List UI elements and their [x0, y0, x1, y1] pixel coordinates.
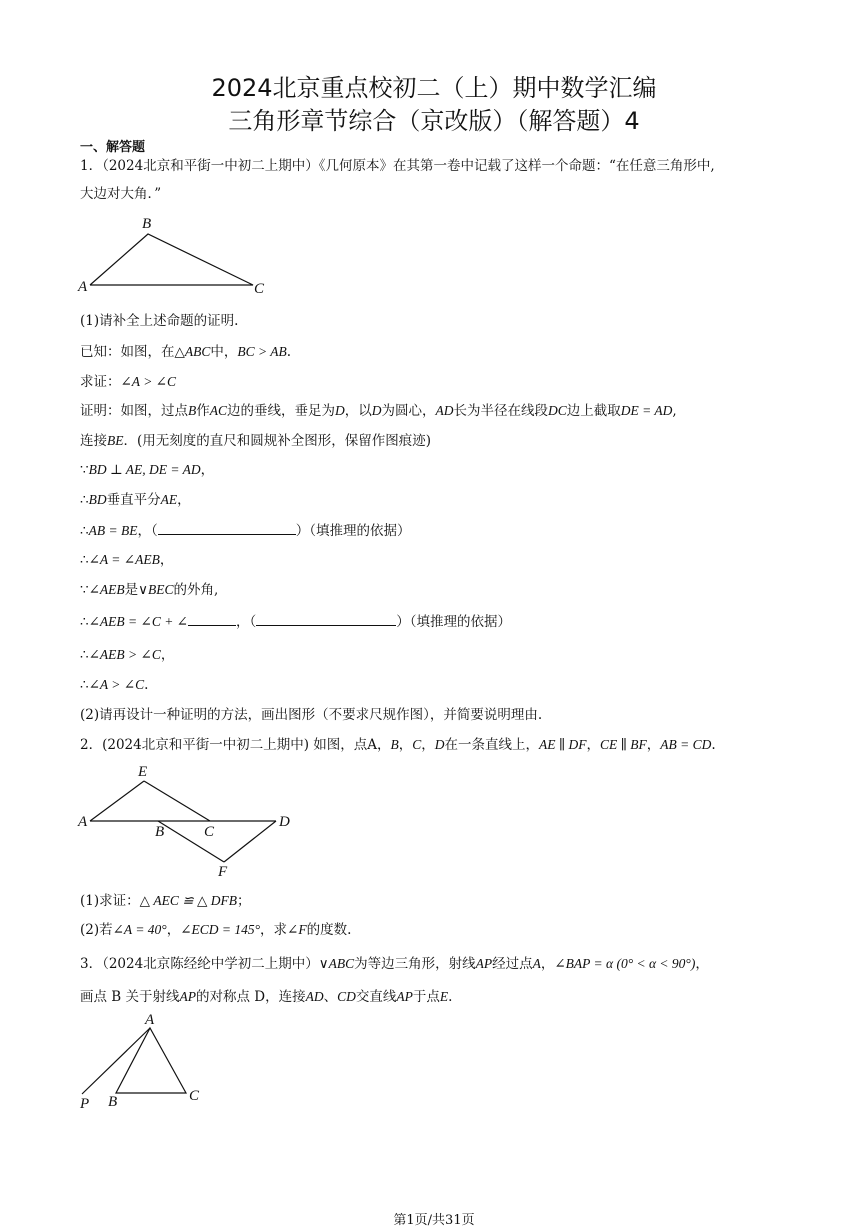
q2-label-d: D	[279, 814, 290, 830]
q2-segment-df	[224, 821, 276, 862]
q3-ray-ap	[82, 1028, 150, 1094]
q1-step8: ∴∠A > ∠C.	[80, 677, 149, 693]
q3-label-p: P	[80, 1096, 90, 1112]
q2-figure	[78, 762, 298, 880]
q1-step5: ∵∠AEB是∨BEC的外角,	[80, 582, 219, 598]
q1-step1: ∵BD ⊥ AE, DE = AD，	[80, 462, 215, 478]
q3-label-a: A	[145, 1012, 155, 1028]
q1-label-c: C	[254, 281, 265, 297]
q1-label-a: A	[78, 279, 88, 295]
q1-blank-1[interactable]	[158, 521, 296, 535]
q2-label-e: E	[138, 764, 148, 780]
q2-part2: (2)若∠A = 40°，∠ECD = 145°，求∠F的度数.	[80, 922, 352, 938]
section-heading: 一、解答题	[80, 140, 146, 155]
q3-figure	[78, 1012, 218, 1112]
q2-label-c: C	[204, 824, 215, 840]
q1-step7: ∴∠AEB > ∠C，	[80, 647, 175, 663]
q1-step4: ∴∠A = ∠AEB，	[80, 552, 174, 568]
q2-label-f: F	[218, 864, 228, 880]
q2-segment-fb	[158, 821, 224, 862]
q1-to-prove: 求证：∠A > ∠C	[80, 374, 176, 390]
q1-triangle-figure	[78, 212, 278, 302]
page-footer: 第1页/共31页	[393, 1213, 475, 1228]
q1-known: 已知：如图，在△ABC中，BC > AB.	[80, 344, 292, 360]
q3-label-c: C	[189, 1088, 200, 1104]
q2-part1: (1)求证：△ AEC ≌ △ DFB；	[80, 893, 251, 909]
q1-blank-3[interactable]	[256, 612, 396, 626]
q3-label-b: B	[108, 1094, 118, 1110]
q1-step2: ∴BD垂直平分AE，	[80, 492, 191, 508]
q3-stem-line2: 画点 B 关于射线AP的对称点 D，连接AD、CD交直线AP于点E.	[80, 989, 453, 1005]
q1-label-b: B	[142, 216, 152, 232]
q3-stem-line1: 3．（2024北京陈经纶中学初二上期中）∨ABC为等边三角形，射线AP经过点A，∠BAP = α (0° < α < 90°)，	[80, 956, 709, 972]
q1-connect: 连接BE．(用无刻度的直尺和圆规补全图形，保留作图痕迹)	[80, 433, 432, 449]
q1-stem-line2: 大边对大角．”	[80, 186, 162, 202]
q1-proof-intro: 证明：如图，过点B作AC边的垂线，垂足为D，以D为圆心，AD长为半径在线段DC边上截取DE = AD,	[80, 403, 677, 419]
q2-label-b: B	[155, 824, 165, 840]
q1-stem-line1: 1．（2024北京和平街一中初二上期中）《几何原本》在其第一卷中记载了这样一个命题：“在任意三角形中,	[80, 158, 715, 174]
q1-triangle	[90, 234, 253, 285]
q1-blank-2[interactable]	[188, 612, 236, 626]
q1-part2: (2)请再设计一种证明的方法，画出图形（不要求尺规作图），并简要说明理由.	[80, 707, 543, 723]
q2-segment-ae	[90, 781, 144, 821]
q2-segment-ec	[144, 781, 210, 821]
q1-part1: (1)请补全上述命题的证明.	[80, 313, 239, 329]
page-subtitle: 三角形章节综合（京改版）（解答题）4	[228, 107, 640, 135]
q1-step3: ∴AB = BE，（ ）（填推理的依据）	[80, 523, 411, 539]
q2-stem: 2．(2024北京和平街一中初二上期中) 如图，点A，B，C，D在一条直线上，AE ∥ DF，CE ∥ BF，AB = CD.	[80, 737, 716, 753]
page-title: 2024北京重点校初二（上）期中数学汇编	[211, 74, 657, 102]
q2-label-a: A	[78, 814, 88, 830]
q3-triangle-abc	[116, 1028, 186, 1093]
q1-step6: ∴∠AEB = ∠C + ∠ ，（ ）（填推理的依据）	[80, 614, 511, 630]
